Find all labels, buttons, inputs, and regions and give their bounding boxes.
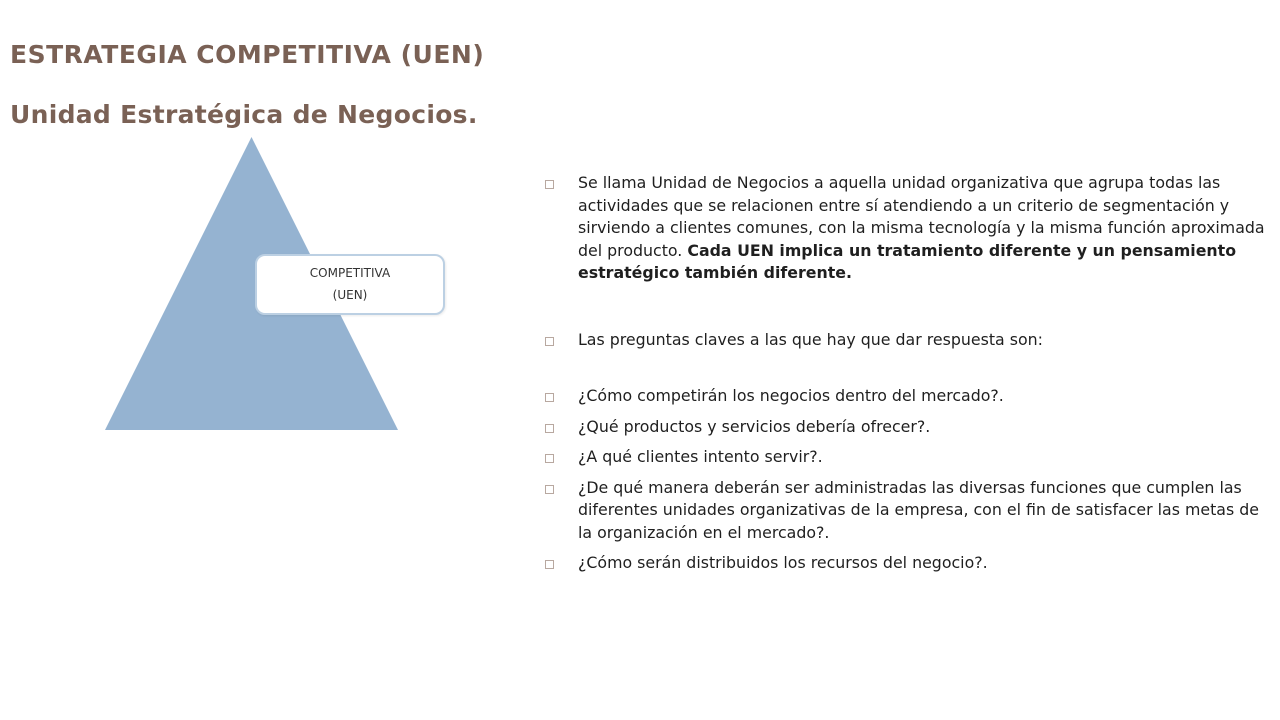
slide-subtitle: Unidad Estratégica de Negocios. [10,100,478,129]
question-text: ¿Cómo competirán los negocios dentro del mercado?. [578,386,1004,405]
question-text: ¿A qué clientes intento servir?. [578,447,823,466]
intro-text: Las preguntas claves a las que hay que dar respuesta son: [578,329,1043,349]
list-item-intro [540,329,1270,352]
square-bullet-icon [545,337,554,346]
list-item-definition [540,172,1270,285]
list-item-question [540,477,1270,545]
square-bullet-icon [545,180,554,189]
pyramid-label-box [255,254,445,315]
square-bullet-icon [545,424,554,433]
definition-text: Se llama Unidad de Negocios a aquella unidad organizativa que agrupa todas las actividades que se relacionen entre sí atendiendo a un criterio de segmentación y sirviendo a clientes comunes, con la misma tecnología y la misma función aproximada del producto. [578,173,1265,260]
definition-bold-text: Cada UEN implica un tratamiento diferente y un pensamiento estratégico también diferente. [578,240,1237,282]
square-bullet-icon [545,454,554,463]
question-text: ¿Qué productos y servicios debería ofrecer?. [578,416,931,436]
question-text: ¿De qué manera deberán ser administradas las diversas funciones que cumplen las diferentes unidades organizativas de la empresa, con el fin de satisfacer las metas de la organización en el mercado?. [578,477,1259,542]
slide-title: ESTRATEGIA COMPETITIVA (UEN) [10,40,485,69]
square-bullet-icon [545,485,554,494]
list-item-question [540,552,1270,575]
list-item-question [540,446,1270,469]
content-list [540,172,1270,575]
list-item-question [540,416,1270,439]
square-bullet-icon [545,393,554,402]
pyramid-label-line2: (UEN) [332,288,368,302]
square-bullet-icon [545,560,554,569]
list-item-question [540,385,1270,408]
pyramid-label-line1: COMPETITIVA [309,266,391,280]
question-text: ¿Cómo serán distribuidos los recursos del negocio?. [578,553,988,572]
